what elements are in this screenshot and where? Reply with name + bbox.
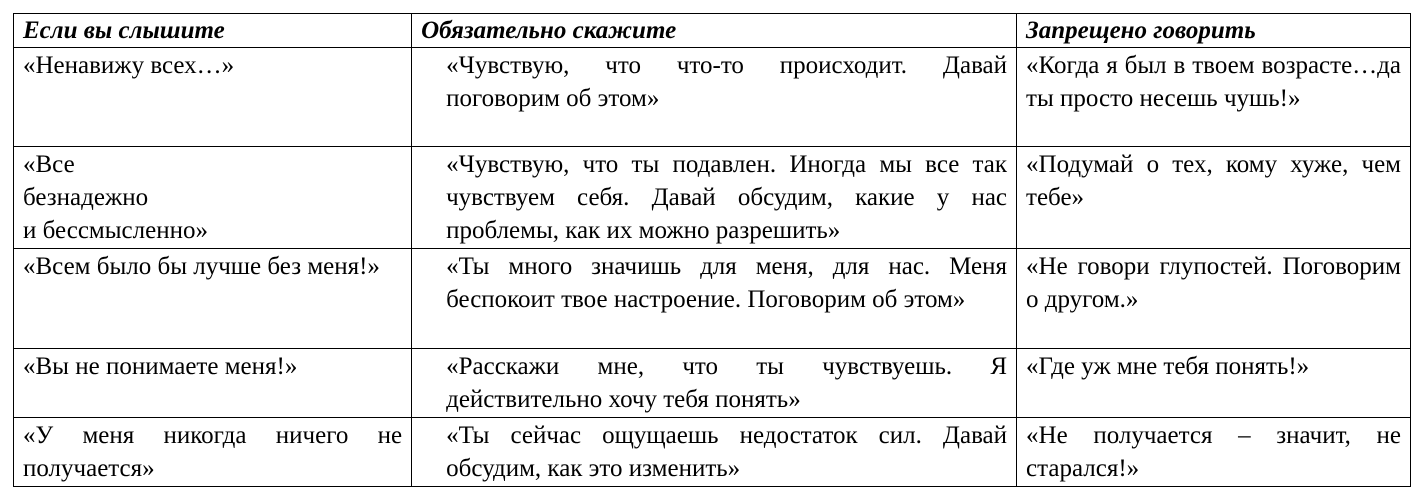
cell-say: «Ты сейчас ощущаешь недостаток сил. Давай обсудим, как это изменить» xyxy=(412,418,1017,487)
table-row xyxy=(14,48,1411,147)
cell-say: «Ты много значишь для меня, для нас. Меня беспокоит твое настроение. Поговорим об этом» xyxy=(412,249,1017,349)
cell-say: «Чувствую, что ты подавлен. Иногда мы все так чувствуем себя. Давай обсудим, какие у нас проблемы, как их можно разрешить» xyxy=(412,147,1017,249)
cell-hear-line: «Все xyxy=(23,151,75,178)
cell-hear: «У меня никогда ничего не получается» xyxy=(14,418,412,487)
table-row xyxy=(14,349,1411,418)
cell-say: «Чувствую, что что-то происходит. Давай поговорим об этом» xyxy=(412,48,1017,147)
cell-hear: «Всем было бы лучше без меня!» xyxy=(14,249,412,349)
cell-forbidden: «Где уж мне тебя понять!» xyxy=(1017,349,1411,418)
cell-hear-line: безнадежно xyxy=(23,184,149,211)
table-row xyxy=(14,418,1411,487)
table-row xyxy=(14,147,1411,249)
cell-forbidden: «Когда я был в твоем возрасте…да ты просто несешь чушь!» xyxy=(1017,48,1411,147)
cell-forbidden: «Подумай о тех, кому хуже, чем тебе» xyxy=(1017,147,1411,249)
cell-say: «Расскажи мне, что ты чувствуешь. Я действительно хочу тебя понять» xyxy=(412,349,1017,418)
header-forbidden: Запрещено говорить xyxy=(1017,14,1411,48)
advice-table xyxy=(13,13,1411,487)
header-must-say: Обязательно скажите xyxy=(412,14,1017,48)
cell-hear: «Вы не понимаете меня!» xyxy=(14,349,412,418)
cell-forbidden: «Не получается – значит, не старался!» xyxy=(1017,418,1411,487)
cell-hear-line: и бессмысленно» xyxy=(23,217,208,244)
header-if-you-hear: Если вы слышите xyxy=(14,14,412,48)
table-body xyxy=(14,48,1411,487)
cell-hear: «Ненавижу всех…» xyxy=(14,48,412,147)
cell-hear xyxy=(14,147,412,249)
table-header xyxy=(14,14,1411,48)
table-row xyxy=(14,249,1411,349)
header-row xyxy=(14,14,1411,48)
cell-forbidden: «Не говори глупостей. Поговорим о другом.» xyxy=(1017,249,1411,349)
